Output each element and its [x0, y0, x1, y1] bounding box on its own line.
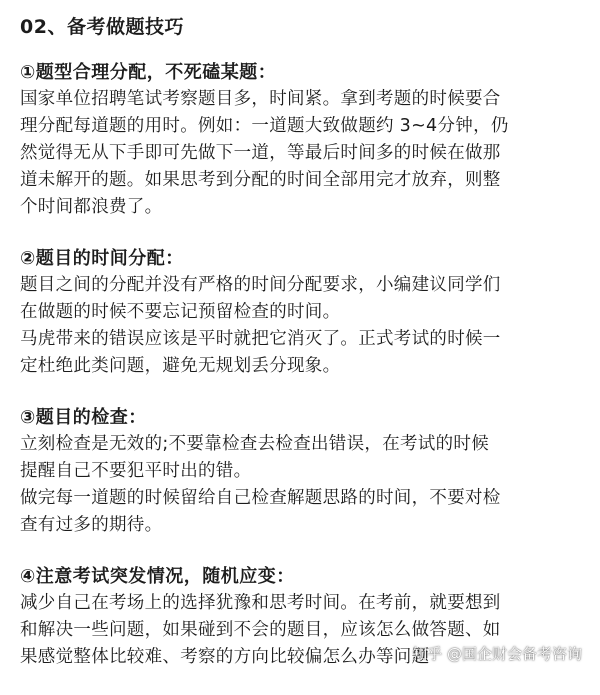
tip-text-line: 道未解开的题。如果思考到分配的时间全部用完才放弃，则整	[20, 170, 501, 190]
tip-text-line: 果感觉整体比较难、考察的方向比较偏怎么办等问题	[20, 647, 430, 667]
tip-text-line: 马虎带来的错误应该是平时就把它消灭了。正式考试的时候一	[20, 329, 501, 349]
tip-text-line: 定杜绝此类问题，避免无规划丢分现象。	[20, 356, 341, 376]
sections-container	[20, 59, 585, 671]
tip-text-line: 题目之间的分配并没有严格的时间分配要求，小编建议同学们	[20, 275, 501, 295]
tip-heading: ③题目的检查：	[20, 407, 147, 428]
tip-text-line: 理分配每道题的用时。例如：一道题大致做题约 3~4分钟，仍	[20, 116, 509, 136]
tip-text-line: 减少自己在考场上的选择犹豫和思考时间。在考前，就要想到	[20, 593, 501, 613]
tip-text-line: 在做题的时候不要忘记预留检查的时间。	[20, 302, 341, 322]
article-title: 02、备考做题技巧	[20, 16, 184, 38]
tip-section	[20, 404, 585, 539]
tip-section	[20, 245, 585, 380]
watermark: 知乎 @国企财会备考咨询	[412, 645, 582, 663]
tip-heading: ①题型合理分配，不死磕某题：	[20, 62, 277, 83]
tip-section	[20, 59, 585, 221]
tip-text-line: 个时间都浪费了。	[20, 197, 163, 217]
tip-text-line: 查有过多的期待。	[20, 515, 163, 535]
tip-text-line: 立刻检查是无效的;不要靠检查去检查出错误，在考试的时候	[20, 434, 489, 454]
tip-heading: ④注意考试突发情况，随机应变：	[20, 566, 295, 587]
tip-text-line: 然觉得无从下手即可先做下一道，等最后时间多的时候在做那	[20, 143, 501, 163]
tip-text-line: 做完每一道题的时候留给自己检查解题思路的时间，不要对检	[20, 488, 501, 508]
tip-text-line: 提醒自己不要犯平时出的错。	[20, 461, 252, 481]
tip-text-line: 和解决一些问题，如果碰到不会的题目，应该怎么做答题、如	[20, 620, 501, 640]
tip-heading: ②题目的时间分配：	[20, 248, 184, 269]
article	[20, 14, 585, 695]
tip-text-line: 国家单位招聘笔试考察题目多，时间紧。拿到考题的时候要合	[20, 89, 501, 109]
